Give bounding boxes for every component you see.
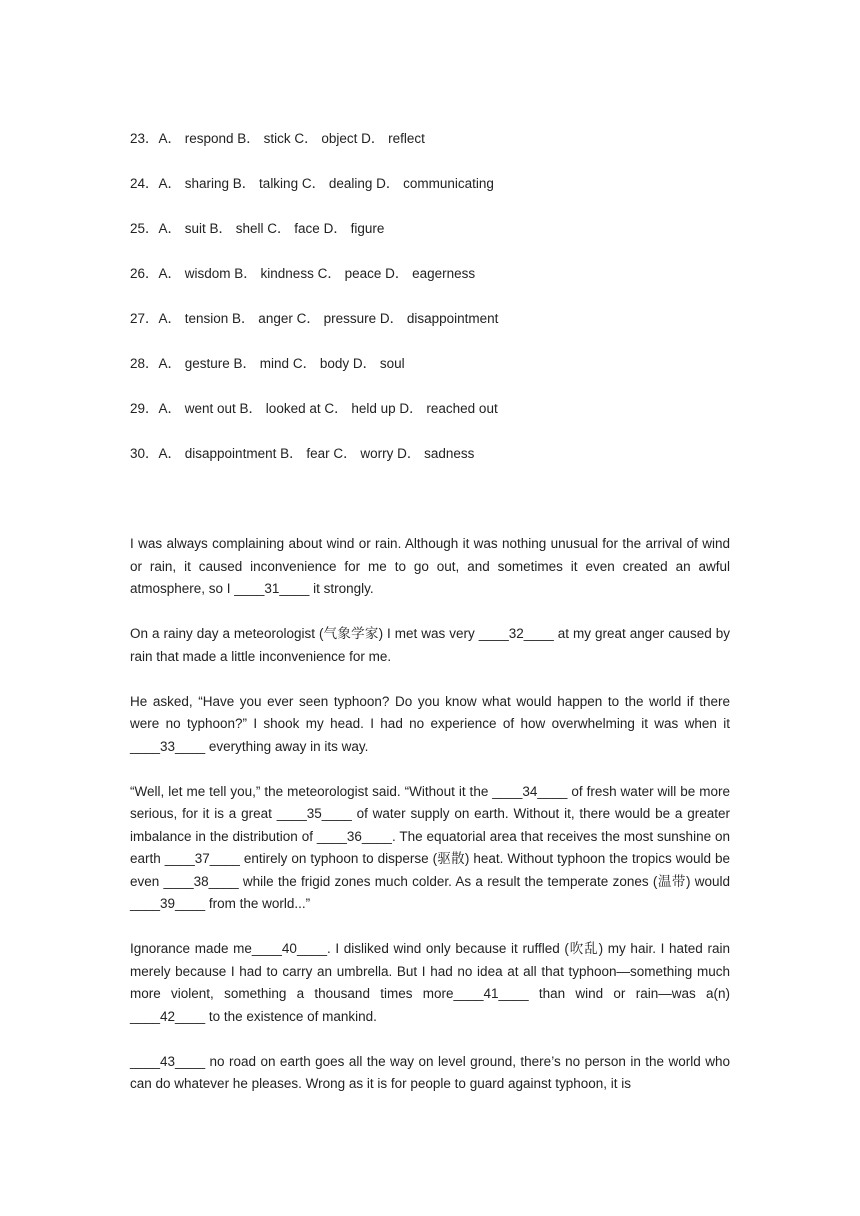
option-line-28: 28．A． gesture B． mind C． body D． soul bbox=[130, 356, 405, 371]
passage-paragraph-3: He asked, “Have you ever seen typhoon? Do you know what would happen to the world if there were no typhoon?” I shook my head. I had no experience of how overwhelming it was when it ____33____ everything away in its way. bbox=[130, 693, 730, 754]
passage-paragraph-1: I was always complaining about wind or rain. Although it was nothing unusual for the arrival of wind or rain, it caused inconvenience for me to go out, and sometimes it even created an awful atmosphere, so I ____31____ it strongly. bbox=[130, 536, 730, 596]
option-line-24: 24．A． sharing B． talking C． dealing D． communicating bbox=[130, 176, 494, 191]
option-line-30: 30．A． disappointment B． fear C． worry D． sadness bbox=[130, 446, 475, 461]
passage-paragraph-2: On a rainy day a meteorologist (气象学家) I met was very ____32____ at my great anger caused by rain that made a little inconvenience for me. bbox=[130, 626, 730, 664]
option-line-25: 25．A． suit B． shell C． face D． figure bbox=[130, 221, 385, 236]
passage-paragraph-6: ____43____ no road on earth goes all the way on level ground, there’s no person in the world who can do whatever he pleases. Wrong as it is for people to guard against typhoon, it is bbox=[130, 1053, 730, 1091]
cloze-passage bbox=[130, 533, 730, 1118]
option-line-23: 23．A． respond B． stick C． object D． reflect bbox=[130, 131, 425, 146]
option-line-29: 29．A． went out B． looked at C． held up D． reached out bbox=[130, 401, 498, 416]
answer-options-list bbox=[130, 128, 730, 488]
option-line-26: 26．A． wisdom B． kindness C． peace D． eagerness bbox=[130, 266, 476, 281]
option-line-27: 27．A． tension B． anger C． pressure D． disappointment bbox=[130, 311, 499, 326]
passage-paragraph-5: Ignorance made me____40____. I disliked wind only because it ruffled (吹乱) my hair. I hated rain merely because I had to carry an umbrella. But I had no idea at all that typhoon—something much more violent, something a thousand times more____41____ than wind or rain—was a(n) ____42____ to the existence of mankind. bbox=[130, 941, 730, 1024]
passage-paragraph-4: “Well, let me tell you,” the meteorologist said. “Without it the ____34____ of fresh water will be more serious, for it is a great ____35____ of water supply on earth. Without it, there would be a greater imbalance in the distribution of ____36____. The equatorial area that receives the most sunshine on earth ____37____ entirely on typhoon to disperse (驱散) heat. Without typhoon the tropics would be even ____38____ while the frigid zones much colder. As a result the temperate zones (温带) would ____39____ from the world...” bbox=[130, 783, 730, 911]
